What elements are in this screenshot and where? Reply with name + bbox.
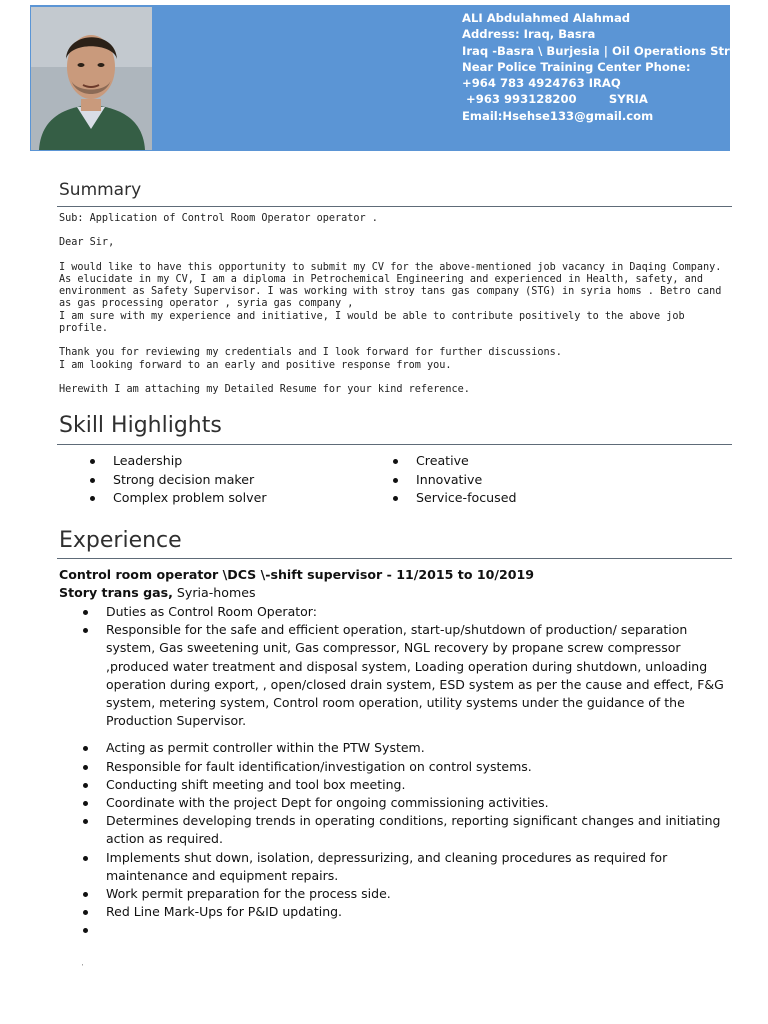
duty-item: Conducting shift meeting and tool box meeting. [83, 776, 733, 794]
experience-divider [57, 558, 732, 559]
person-portrait-icon [31, 7, 152, 150]
profile-photo [31, 7, 152, 150]
skill-item: Service-focused [393, 489, 516, 508]
duty-item: Responsible for the safe and efficient operation, start-up/shutdown of production/ separation system, Gas sweetening unit, Gas compressor, NGL recovery by propane screw compressor ,produced water treatment and disposal system, Loading operation during shutdown, unloading operation during export, , open/closed drain system, ESD system as per the cause and effect, F&G system, metering system, Control room operation, utility systems under the guidance of the Production Supervisor. [83, 621, 733, 730]
duty-item: Coordinate with the project Dept for ongoing commissioning activities. [83, 794, 733, 812]
summary-paragraph: I would like to have this opportunity to submit my CV for the above-mentioned job vacancy in Daqing Company. As elucidate in my CV, I am a diploma in Petrochemical Engineering and experienced in Health, safety, and environment as Safety Supervisor. I was working with stroy tans gas company (STG) in syria homs . Betro cand as gas processing operator , syria gas company , [59, 261, 722, 310]
skill-item: Creative [393, 452, 516, 471]
candidate-name: ALI Abdulahmed Alahmad [462, 11, 631, 25]
address-line: Address: Iraq, Basra [462, 27, 596, 42]
duty-item: Work permit preparation for the process side. [83, 885, 733, 903]
summary-paragraph: Herewith I am attaching my Detailed Resume for your kind reference. [59, 383, 470, 395]
summary-paragraph: I am looking forward to an early and positive response from you. [59, 359, 452, 371]
summary-paragraph: Thank you for reviewing my credentials and I look forward for further discussions. [59, 347, 562, 359]
summary-salutation: Dear Sir, [59, 237, 115, 249]
duty-item: Implements shut down, isolation, depressurizing, and cleaning procedures as required for maintenance and equipment repairs. [83, 849, 733, 885]
skills-heading: Skill Highlights [59, 413, 222, 438]
skills-list-left [90, 452, 267, 508]
duties-list [83, 603, 733, 940]
company-name: Story trans gas, [59, 585, 173, 600]
email-line: Email:Hsehse133@gmail.com [462, 108, 654, 123]
employer-line [59, 585, 256, 600]
phone-iraq: +964 783 4924763 IRAQ [462, 76, 621, 91]
job-title: Control room operator \DCS \-shift supervisor - 11/2015 to 10/2019 [59, 567, 535, 582]
skill-item: Complex problem solver [90, 489, 267, 508]
duty-item: Red Line Mark-Ups for P&ID updating. [83, 903, 733, 921]
summary-paragraph: I am sure with my experience and initiative, I would be able to contribute positively to the above job profile. [59, 310, 685, 335]
stray-mark: ' [82, 964, 84, 971]
skill-item: Leadership [90, 452, 267, 471]
duty-item: Duties as Control Room Operator: [83, 603, 733, 621]
skills-divider [57, 444, 732, 445]
summary-divider [57, 206, 732, 207]
duty-item-empty [83, 921, 733, 939]
duty-item: Determines developing trends in operating conditions, reporting significant changes and initiating action as required. [83, 812, 733, 848]
skill-item: Strong decision maker [90, 471, 267, 490]
phone-syria: +963 993128200 SYRIA [462, 92, 648, 107]
duty-item: Responsible for fault identification/investigation on control systems. [83, 758, 733, 776]
skill-item: Innovative [393, 471, 516, 490]
skills-list-right [393, 452, 516, 508]
experience-heading: Experience [59, 528, 182, 553]
summary-body [59, 213, 739, 396]
summary-subject: Sub: Application of Control Room Operator operator . [59, 213, 378, 224]
duty-item: Acting as permit controller within the PTW System. [83, 739, 733, 757]
contact-info [462, 10, 752, 124]
summary-heading: Summary [59, 180, 142, 200]
street-line: Iraq -Basra \ Burjesia | Oil Operations Street [462, 43, 752, 58]
landmark-line: Near Police Training Center Phone: [462, 59, 691, 74]
job-location: Syria-homes [172, 585, 256, 600]
